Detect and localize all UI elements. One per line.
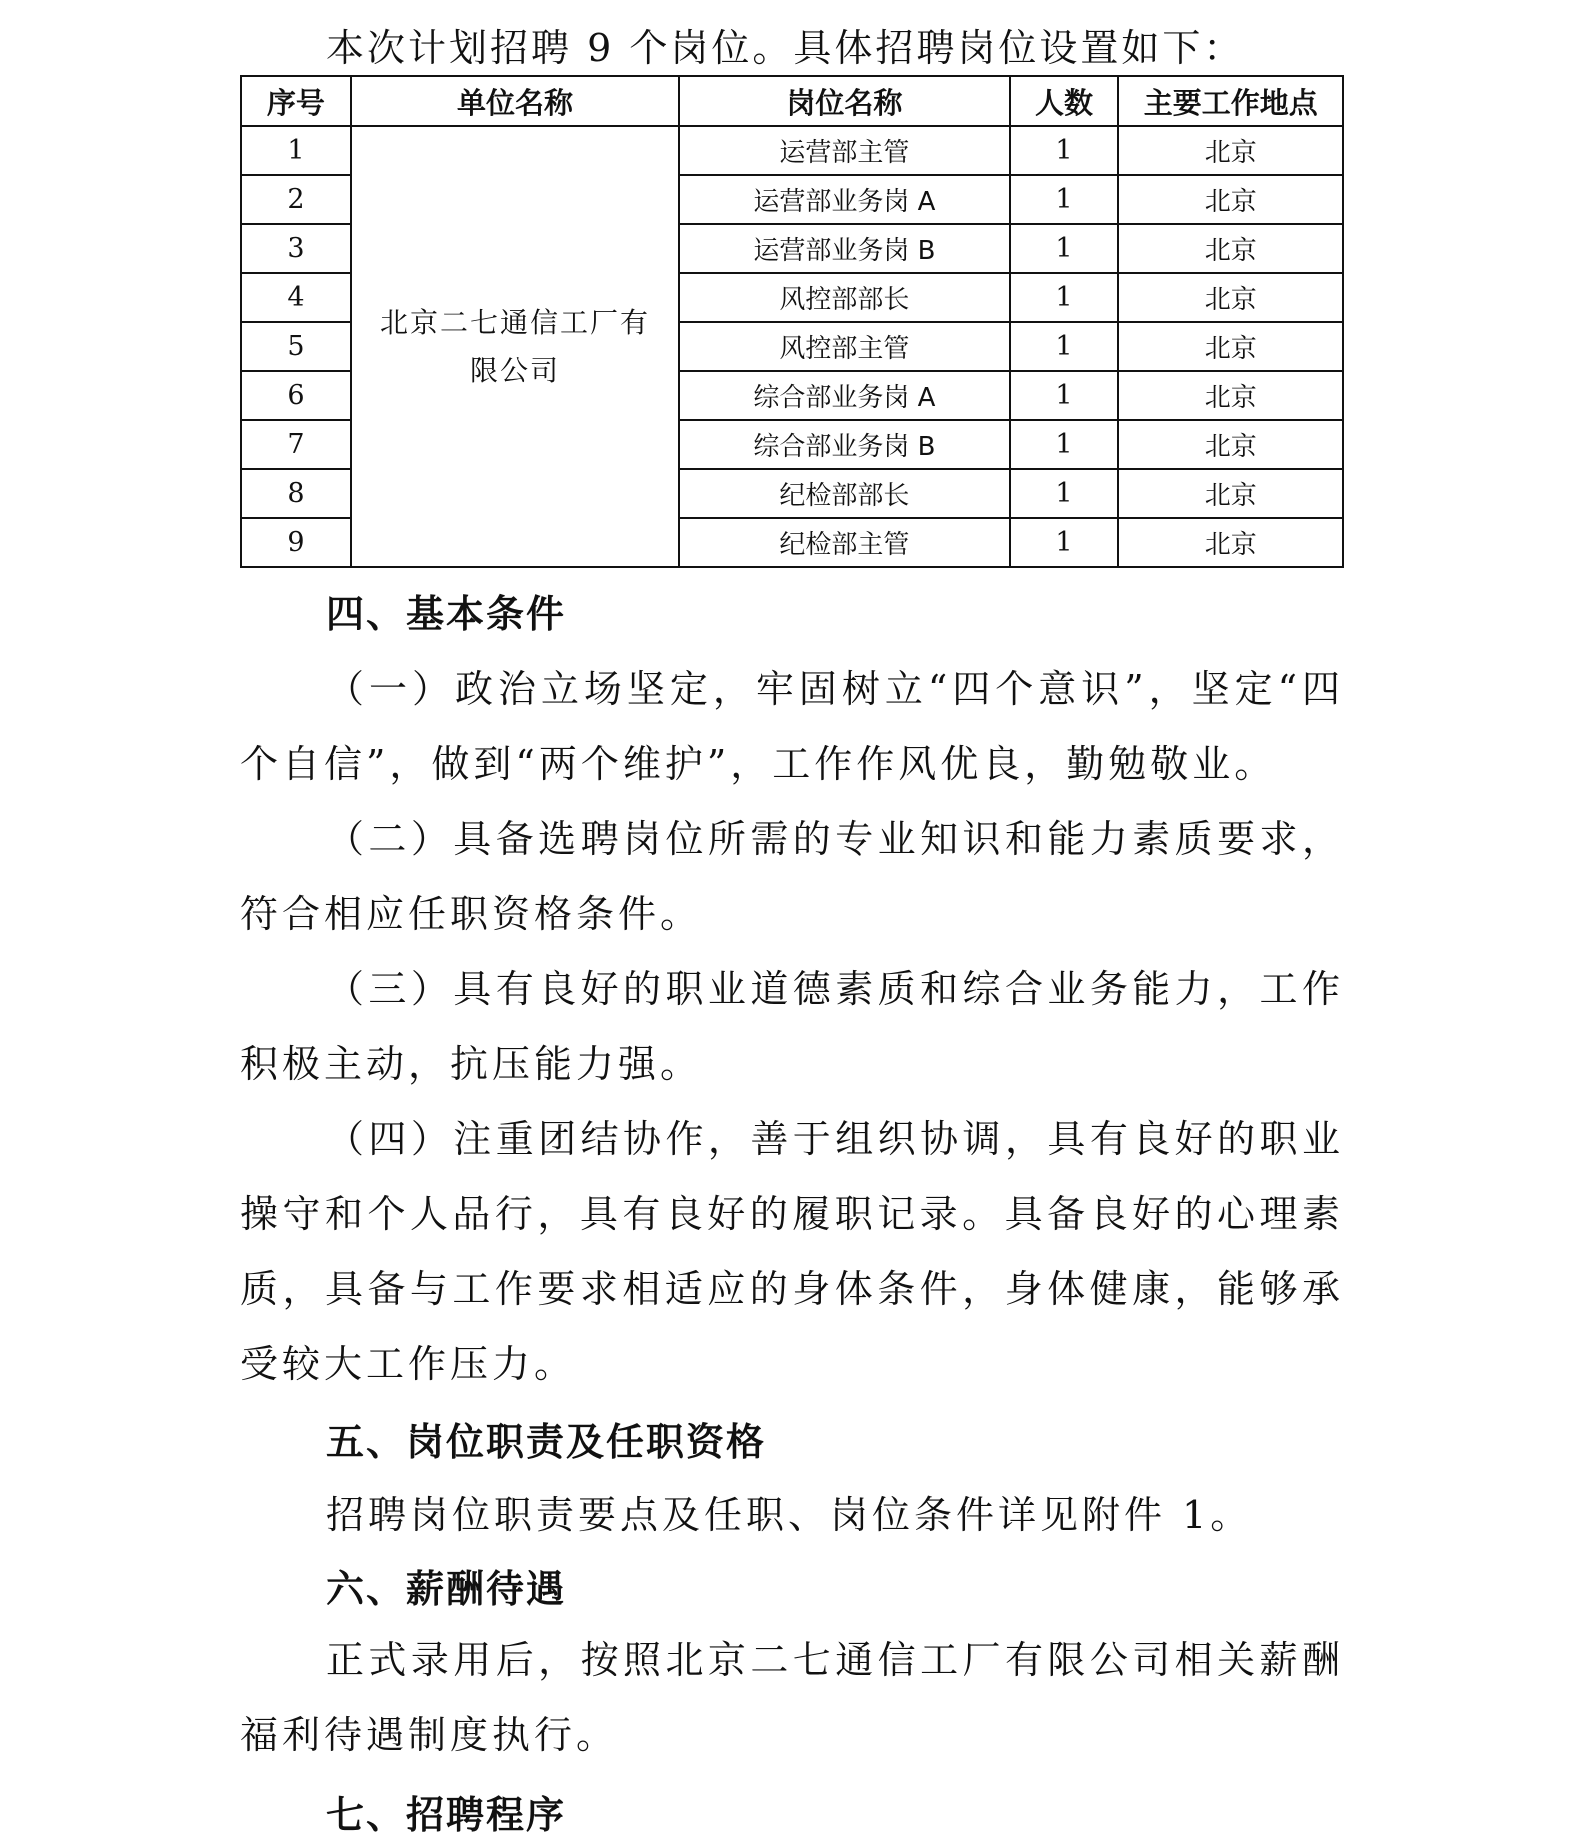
section-heading-compensation: 六、薪酬待遇 — [326, 1567, 567, 1611]
unit-name-cell: 北京二七通信工厂有限公司 — [351, 126, 679, 567]
row-location: 北京 — [1118, 322, 1343, 371]
row-serial: 4 — [241, 273, 351, 322]
row-position: 综合部业务岗 B — [679, 420, 1009, 469]
row-serial: 3 — [241, 224, 351, 273]
document-page — [240, 0, 1344, 1839]
row-position: 运营部业务岗 B — [679, 224, 1009, 273]
row-serial: 1 — [241, 126, 351, 175]
table-row — [241, 126, 1343, 175]
header-position: 岗位名称 — [679, 76, 1009, 126]
section-heading-duties: 五、岗位职责及任职资格 — [326, 1420, 767, 1464]
row-serial: 7 — [241, 420, 351, 469]
section-heading-procedure: 七、招聘程序 — [326, 1793, 567, 1837]
intro-text: 本次计划招聘 9 个岗位。具体招聘岗位设置如下： — [326, 26, 1245, 70]
table-header-row — [241, 76, 1343, 126]
row-position: 纪检部部长 — [679, 469, 1009, 518]
condition-paragraph: （三）具有良好的职业道德素质和综合业务能力，工作积极主动，抗压能力强。 — [240, 967, 1344, 1086]
row-count: 1 — [1010, 273, 1119, 322]
positions-table — [240, 75, 1344, 568]
header-unit: 单位名称 — [351, 76, 679, 126]
row-position: 运营部业务岗 A — [679, 175, 1009, 224]
condition-paragraph: （二）具备选聘岗位所需的专业知识和能力素质要求，符合相应任职资格条件。 — [240, 817, 1344, 936]
row-count: 1 — [1010, 126, 1119, 175]
row-position: 综合部业务岗 A — [679, 371, 1009, 420]
row-location: 北京 — [1118, 518, 1343, 567]
row-location: 北京 — [1118, 273, 1343, 322]
row-count: 1 — [1010, 518, 1119, 567]
row-count: 1 — [1010, 322, 1119, 371]
row-position: 纪检部主管 — [679, 518, 1009, 567]
row-count: 1 — [1010, 420, 1119, 469]
row-count: 1 — [1010, 469, 1119, 518]
row-location: 北京 — [1118, 420, 1343, 469]
row-location: 北京 — [1118, 175, 1343, 224]
row-count: 1 — [1010, 371, 1119, 420]
row-serial: 6 — [241, 371, 351, 420]
row-serial: 8 — [241, 469, 351, 518]
condition-paragraph: （四）注重团结协作，善于组织协调，具有良好的职业操守和个人品行，具有良好的履职记录。具备良好的心理素质，具备与工作要求相适应的身体条件，身体健康，能够承受较大工作压力。 — [240, 1117, 1344, 1386]
row-serial: 2 — [241, 175, 351, 224]
header-serial: 序号 — [241, 76, 351, 126]
row-position: 运营部主管 — [679, 126, 1009, 175]
row-serial: 5 — [241, 322, 351, 371]
row-location: 北京 — [1118, 469, 1343, 518]
row-count: 1 — [1010, 175, 1119, 224]
row-serial: 9 — [241, 518, 351, 567]
row-position: 风控部主管 — [679, 322, 1009, 371]
condition-paragraph: （一）政治立场坚定，牢固树立“四个意识”，坚定“四个自信”，做到“两个维护”，工作作风优良，勤勉敬业。 — [240, 667, 1344, 786]
row-count: 1 — [1010, 224, 1119, 273]
header-location: 主要工作地点 — [1118, 76, 1343, 126]
row-location: 北京 — [1118, 126, 1343, 175]
header-count: 人数 — [1010, 76, 1119, 126]
row-location: 北京 — [1118, 224, 1343, 273]
duties-paragraph: 招聘岗位职责要点及任职、岗位条件详见附件 1。 — [326, 1493, 1253, 1537]
section-heading-basic-conditions: 四、基本条件 — [326, 592, 567, 636]
row-location: 北京 — [1118, 371, 1343, 420]
compensation-paragraph: 正式录用后，按照北京二七通信工厂有限公司相关薪酬福利待遇制度执行。 — [240, 1638, 1344, 1757]
row-position: 风控部部长 — [679, 273, 1009, 322]
